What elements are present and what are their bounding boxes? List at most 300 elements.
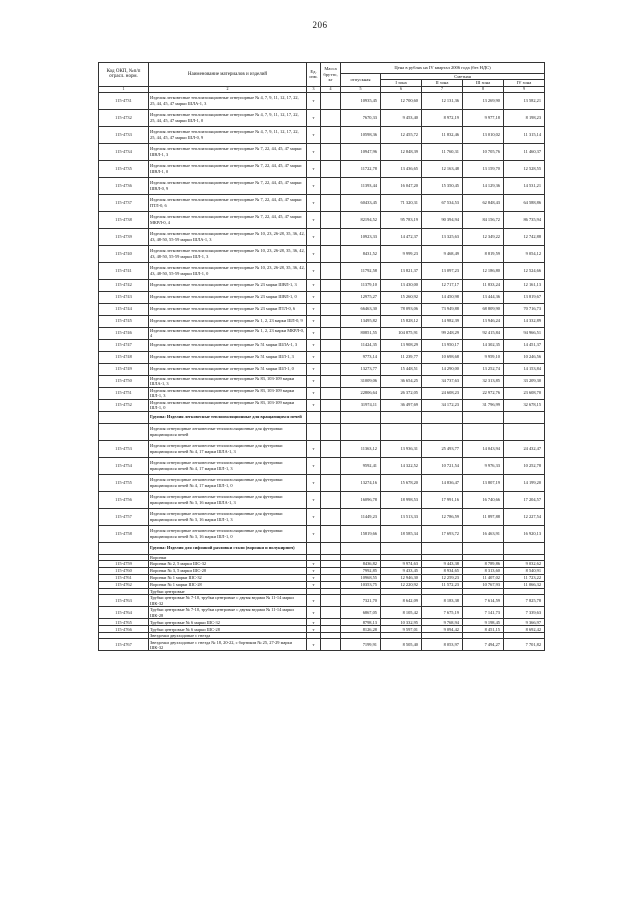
row-zone-4-price: 14 531,21 <box>504 177 545 194</box>
row-zone-3-price: 12 186,80 <box>463 262 504 279</box>
row-sell-price: 13495,82 <box>341 315 381 327</box>
row-zone-1-price: 13 430,00 <box>381 279 422 291</box>
row-zone-2-price: 8 972,19 <box>422 109 463 126</box>
row-name: Трубки центровые № 6 марки ШС-32 <box>149 619 307 626</box>
row-sell-price: 7670,33 <box>341 109 381 126</box>
row-zone-2-price <box>422 423 463 440</box>
row-sell-price: 9773,14 <box>341 351 381 363</box>
row-zone-1-price: 13 436,65 <box>381 160 422 177</box>
row-code <box>99 423 149 440</box>
column-index: 8 <box>463 86 504 92</box>
row-sell-price: 16096,78 <box>341 491 381 508</box>
table-row <box>99 508 545 525</box>
table-body <box>99 92 545 651</box>
row-zone-4-price: 12 524,66 <box>504 262 545 279</box>
row-mass <box>321 245 341 262</box>
row-zone-2-price: 14 290,00 <box>422 363 463 375</box>
row-sell-price: 11449,23 <box>341 508 381 525</box>
row-unit: т <box>307 581 321 588</box>
row-sell-price: 10935,45 <box>341 92 381 109</box>
row-sell-price: 6867,05 <box>341 607 381 619</box>
row-name: Изделия легковесные теплоизоляционные огнеупорные № 83, 103-109 марки ШЛ-1, 3 <box>149 387 307 399</box>
row-unit: т <box>307 315 321 327</box>
row-zone-3-price: 8 789,86 <box>463 560 504 567</box>
header-name: Наименование материалов и изделий <box>149 63 307 87</box>
column-index: 2 <box>149 86 307 92</box>
row-zone-1-price: 12 848,39 <box>381 143 422 160</box>
row-zone-4-price: 64 588,86 <box>504 194 545 211</box>
row-unit: т <box>307 303 321 315</box>
row-mass <box>321 351 341 363</box>
empty-cell <box>422 542 463 554</box>
row-zone-3-price: 9 198,45 <box>463 619 504 626</box>
row-unit: т <box>307 387 321 399</box>
row-zone-4-price: 7 701,82 <box>504 639 545 651</box>
row-name: Изделия легковесные теплоизоляционные огнеупорные № 7, 22, 44, 45, 47 марки ШВЛ-0, 9 <box>149 177 307 194</box>
header-mass: Масса брутто, кг <box>321 63 341 87</box>
table-row <box>99 291 545 303</box>
row-zone-1-price: 18 998,53 <box>381 491 422 508</box>
row-zone-2-price: 10 721,54 <box>422 457 463 474</box>
table-row <box>99 143 545 160</box>
row-mass <box>321 560 341 567</box>
row-zone-4-price: 24 432,47 <box>504 440 545 457</box>
row-zone-3-price: 14 043,94 <box>463 440 504 457</box>
row-unit: т <box>307 399 321 411</box>
table-row <box>99 327 545 339</box>
row-zone-1-price: 78 093,06 <box>381 303 422 315</box>
row-code <box>99 542 149 554</box>
row-zone-2-price: 17 991,16 <box>422 491 463 508</box>
row-mass <box>321 626 341 633</box>
row-zone-4-price: 33 209,30 <box>504 375 545 387</box>
row-name: Изделия легковесные теплоизоляционные огнеупорные № 1, 2, 23 марки МКРЛ-0, 4 <box>149 327 307 339</box>
row-code: 115-4732 <box>99 109 149 126</box>
table-row <box>99 581 545 588</box>
row-zone-4-price: 7 339,63 <box>504 607 545 619</box>
row-unit: т <box>307 491 321 508</box>
row-unit <box>307 423 321 440</box>
table-row <box>99 315 545 327</box>
row-mass <box>321 525 341 542</box>
row-name: Изделия огнеупорные легковесные теплоизоляционные для футеровки вращающихся печей № 4, 17 марки ШЛ-1, 3 <box>149 457 307 474</box>
row-zone-4-price: 12 742,88 <box>504 228 545 245</box>
row-zone-4-price: 11 066,32 <box>504 581 545 588</box>
row-unit: т <box>307 194 321 211</box>
row-zone-3-price: 13 946,24 <box>463 315 504 327</box>
row-zone-2-price: 14 982,39 <box>422 315 463 327</box>
row-sell-price: 9592,41 <box>341 457 381 474</box>
row-unit: т <box>307 560 321 567</box>
row-unit: т <box>307 228 321 245</box>
row-zone-2-price: 14 450,98 <box>422 291 463 303</box>
row-sell-price: 7321,70 <box>341 595 381 607</box>
row-zone-1-price: 8 505,40 <box>381 639 422 651</box>
row-zone-1-price: 13 936,31 <box>381 440 422 457</box>
row-mass <box>321 581 341 588</box>
row-code: 115-4744 <box>99 303 149 315</box>
row-zone-1-price: 8 642,09 <box>381 595 422 607</box>
row-zone-4-price: 9 054,12 <box>504 245 545 262</box>
group-title: Группа: Изделия легковесные теплоизоляционные для вращающихся печей <box>149 411 307 423</box>
row-zone-4-price: 14 153,84 <box>504 363 545 375</box>
table-row <box>99 351 545 363</box>
row-mass <box>321 177 341 194</box>
row-unit: т <box>307 211 321 228</box>
row-zone-4-price: 94 966,51 <box>504 327 545 339</box>
row-zone-3-price: 8 451,15 <box>463 626 504 633</box>
row-name: Изделия легковесные теплоизоляционные огнеупорные № 23 марки ШВЛ-1, 0 <box>149 291 307 303</box>
row-zone-3-price: 11 833,24 <box>463 279 504 291</box>
empty-cell <box>463 411 504 423</box>
row-name: Изделия легковесные теплоизоляционные огнеупорные № 4, 7, 9, 11, 12, 17, 22, 25, 44, 45, 47 марки ШЛ-1, 0 <box>149 109 307 126</box>
row-zone-1-price: 95 783,19 <box>381 211 422 228</box>
row-name: Воронки № 2, 5 марки ШС-32 <box>149 560 307 567</box>
column-index: 5 <box>341 86 381 92</box>
column-index: 1 <box>99 86 149 92</box>
row-zone-2-price: 24 608,23 <box>422 387 463 399</box>
row-name: Изделия легковесные теплоизоляционные огнеупорные № 51 марки ШЛ-1, 0 <box>149 363 307 375</box>
empty-cell <box>307 542 321 554</box>
table-row <box>99 639 545 651</box>
row-zone-2-price: 10 698,68 <box>422 351 463 363</box>
row-zone-1-price: 10 332,95 <box>381 619 422 626</box>
row-zone-2-price: 11 760,31 <box>422 143 463 160</box>
subheading-title: Воронки <box>149 554 307 560</box>
row-zone-2-price: 8 934,65 <box>422 567 463 574</box>
row-sell-price: 11424,35 <box>341 339 381 351</box>
row-zone-1-price: 15 678,20 <box>381 474 422 491</box>
row-zone-2-price: 12 717,17 <box>422 279 463 291</box>
row-unit: т <box>307 339 321 351</box>
row-unit: т <box>307 567 321 574</box>
row-unit: т <box>307 327 321 339</box>
row-name: Изделия легковесные теплоизоляционные огнеупорные № 51 марки ШЛ-1, 3 <box>149 351 307 363</box>
table-row <box>99 160 545 177</box>
row-name: Изделия легковесные теплоизоляционные огнеупорные № 1, 2, 23 марки ШЛ-0, 9 <box>149 315 307 327</box>
row-zone-3-price: 9 976,33 <box>463 457 504 474</box>
column-index: 7 <box>422 86 463 92</box>
row-zone-3-price: 31 796,99 <box>463 399 504 411</box>
row-code: 115-4733 <box>99 126 149 143</box>
row-mass <box>321 228 341 245</box>
row-zone-1-price: 9 999,23 <box>381 245 422 262</box>
row-code: 115-4740 <box>99 245 149 262</box>
row-zone-3-price: 8 819,59 <box>463 245 504 262</box>
row-mass <box>321 457 341 474</box>
row-zone-3-price: 12 349,22 <box>463 228 504 245</box>
row-zone-1-price: 18 585,34 <box>381 525 422 542</box>
row-mass <box>321 567 341 574</box>
empty-cell <box>504 411 545 423</box>
row-zone-1-price: 12 220,92 <box>381 581 422 588</box>
row-code: 115-4765 <box>99 619 149 626</box>
row-zone-4-price: 12 227,54 <box>504 508 545 525</box>
row-zone-4-price: 9 366,97 <box>504 619 545 626</box>
row-unit: т <box>307 574 321 581</box>
row-unit: т <box>307 126 321 143</box>
empty-cell <box>381 542 422 554</box>
row-zone-2-price: 25 493,77 <box>422 440 463 457</box>
row-zone-2-price: 12 259,23 <box>422 574 463 581</box>
row-zone-2-price: 11 572,23 <box>422 581 463 588</box>
row-name: Изделия легковесные теплоизоляционные огнеупорные № 10, 23, 26-28, 35, 36, 42, 43, 48-50, 55-59 марки ШЛА-1, 3 <box>149 228 307 245</box>
row-zone-1-price: 15 448,51 <box>381 363 422 375</box>
price-table <box>98 62 545 651</box>
row-sell-price: 10923,33 <box>341 228 381 245</box>
row-zone-3-price: 14 302,35 <box>463 339 504 351</box>
row-mass <box>321 574 341 581</box>
row-code: 115-4760 <box>99 567 149 574</box>
row-code: 115-4736 <box>99 177 149 194</box>
row-code: 115-4763 <box>99 595 149 607</box>
row-mass <box>321 607 341 619</box>
row-sell-price: 80851,55 <box>341 327 381 339</box>
row-sell-price: 82194,52 <box>341 211 381 228</box>
table-row <box>99 474 545 491</box>
row-code: 115-4754 <box>99 457 149 474</box>
table-row <box>99 194 545 211</box>
row-mass <box>321 327 341 339</box>
row-name: Изделия легковесные теплоизоляционные огнеупорные № 83, 103-109 марки ШЛА-1, 3 <box>149 375 307 387</box>
row-sell-price: 11393,44 <box>341 177 381 194</box>
row-code: 115-4750 <box>99 375 149 387</box>
row-zone-3-price: 16 740,66 <box>463 491 504 508</box>
row-sell-price: 22806,64 <box>341 387 381 399</box>
row-zone-3-price: 13 269,90 <box>463 92 504 109</box>
row-unit: т <box>307 440 321 457</box>
row-zone-3-price: 32 313,85 <box>463 375 504 387</box>
row-zone-4-price: 8 540,91 <box>504 567 545 574</box>
row-zone-2-price: 67 534,53 <box>422 194 463 211</box>
row-sell-price: 12975,27 <box>341 291 381 303</box>
table-row <box>99 387 545 399</box>
row-zone-4-price: 13 819,67 <box>504 291 545 303</box>
row-mass <box>321 109 341 126</box>
column-index: 4 <box>321 86 341 92</box>
row-zone-4-price: 7 825,78 <box>504 595 545 607</box>
row-mass <box>321 423 341 440</box>
row-zone-1-price: 9 433,45 <box>381 567 422 574</box>
row-zone-4-price: 8 692,42 <box>504 626 545 633</box>
row-zone-1-price: 14 472,37 <box>381 228 422 245</box>
row-name: Воронки № 3, 5 марки ШС-28 <box>149 567 307 574</box>
row-unit: т <box>307 363 321 375</box>
row-mass <box>321 291 341 303</box>
row-zone-2-price: 11 832,46 <box>422 126 463 143</box>
row-zone-4-price: 11 460,37 <box>504 143 545 160</box>
header-price: Цена в рублях на IV квартал 2006 года (без НДС) <box>341 63 545 74</box>
row-name: Изделия легковесные теплоизоляционные огнеупорные № 23 марки ШВЛ-1, 3 <box>149 279 307 291</box>
row-unit: т <box>307 262 321 279</box>
row-unit: т <box>307 595 321 607</box>
table-row <box>99 619 545 626</box>
row-mass <box>321 399 341 411</box>
row-zone-3-price: 11 407,02 <box>463 574 504 581</box>
row-zone-1-price: 12 455,72 <box>381 126 422 143</box>
row-unit: т <box>307 375 321 387</box>
row-name: Изделия легковесные теплоизоляционные огнеупорные № 23 марки ПТЛ-0, 6 <box>149 303 307 315</box>
column-index: 9 <box>504 86 545 92</box>
table-row <box>99 574 545 581</box>
price-table-sheet <box>98 62 544 651</box>
row-zone-1-price: 15 828,12 <box>381 315 422 327</box>
row-sell-price: 11363,12 <box>341 440 381 457</box>
header-zone-1: I зона <box>381 80 422 86</box>
header-zone-2: II зона <box>422 80 463 86</box>
row-code: 115-4766 <box>99 626 149 633</box>
table-row <box>99 177 545 194</box>
row-zone-3-price: 62 848,43 <box>463 194 504 211</box>
row-zone-2-price: 90 394,94 <box>422 211 463 228</box>
row-code: 115-4737 <box>99 194 149 211</box>
header-zone-3: III зона <box>463 80 504 86</box>
table-row <box>99 626 545 633</box>
row-zone-2-price: 99 248,29 <box>422 327 463 339</box>
row-zone-2-price: 7 675,19 <box>422 607 463 619</box>
table-row <box>99 245 545 262</box>
row-name: Изделия легковесные теплоизоляционные огнеупорные № 10, 23, 26-28, 35, 36, 42, 43, 48-50, 55-59 марки ШЛ-1, 3 <box>149 245 307 262</box>
row-zone-1-price: 8 105,42 <box>381 607 422 619</box>
row-zone-3-price: 9 977,18 <box>463 109 504 126</box>
row-code: 115-4751 <box>99 387 149 399</box>
row-zone-2-price: 13 950,17 <box>422 339 463 351</box>
row-zone-1-price: 104 875,91 <box>381 327 422 339</box>
column-index: 6 <box>381 86 422 92</box>
row-zone-3-price: 13 159,70 <box>463 160 504 177</box>
row-zone-2-price: 13 097,23 <box>422 262 463 279</box>
table-row <box>99 303 545 315</box>
page-number: 206 <box>312 20 328 30</box>
row-zone-4-price: 32 678,15 <box>504 399 545 411</box>
table-row <box>99 567 545 574</box>
row-mass <box>321 375 341 387</box>
row-zone-1-price: 14 322,52 <box>381 457 422 474</box>
row-unit: т <box>307 160 321 177</box>
header-sell: отпускная <box>341 74 381 87</box>
table-row <box>99 440 545 457</box>
row-mass <box>321 315 341 327</box>
row-zone-4-price: 11 723,22 <box>504 574 545 581</box>
row-zone-2-price: 9 443,38 <box>422 560 463 567</box>
row-name: Изделия огнеупорные легковесные теплоизоляционные для футеровки вращающихся печей № 3, 16 марки ШЛА-1, 3 <box>149 491 307 508</box>
empty-cell <box>321 542 341 554</box>
row-mass <box>321 143 341 160</box>
row-zone-4-price: 12 528,55 <box>504 160 545 177</box>
row-name: Изделия легковесные теплоизоляционные огнеупорные № 7, 22, 44, 45, 47 марки ШВЛ-1, 3 <box>149 143 307 160</box>
table-row <box>99 607 545 619</box>
row-zone-2-price: 8 183,38 <box>422 595 463 607</box>
row-zone-1-price: 9 453,40 <box>381 109 422 126</box>
row-unit: т <box>307 457 321 474</box>
row-zone-2-price: 9 768,94 <box>422 619 463 626</box>
row-unit: т <box>307 525 321 542</box>
row-mass <box>321 194 341 211</box>
row-zone-1-price: 36 497,69 <box>381 399 422 411</box>
row-zone-4-price: 10 246,56 <box>504 351 545 363</box>
table-row <box>99 595 545 607</box>
row-sell-price: 10947,96 <box>341 143 381 160</box>
row-sell-price: 10353,75 <box>341 581 381 588</box>
row-zone-4-price: 14 451,37 <box>504 339 545 351</box>
row-zone-4-price: 70 716,73 <box>504 303 545 315</box>
row-name: Воронки № 1 марки ШС-28 <box>149 581 307 588</box>
empty-cell <box>463 542 504 554</box>
row-unit: т <box>307 474 321 491</box>
row-zone-4-price: 23 608,70 <box>504 387 545 399</box>
table-row <box>99 109 545 126</box>
table-row <box>99 525 545 542</box>
subheading-title: Звездочки двухходовые с гнезда <box>149 633 307 639</box>
row-name: Изделия легковесные теплоизоляционные огнеупорные № 4, 7, 9, 11, 12, 17, 22, 25, 44, 45, 47 марки ШЛА-1, 3 <box>149 92 307 109</box>
row-zone-4-price: 13 582,21 <box>504 92 545 109</box>
row-name: Изделия огнеупорные легковесные теплоизоляционные для футеровки вращающихся печей № 4, 17 марки ШЛ-1, 0 <box>149 474 307 491</box>
subheading-title: Трубки центровые <box>149 588 307 594</box>
row-sell-price: 31974,11 <box>341 399 381 411</box>
row-code: 115-4735 <box>99 160 149 177</box>
row-unit: т <box>307 607 321 619</box>
row-zone-3-price: 11 897,88 <box>463 508 504 525</box>
row-zone-1-price: 13 821,37 <box>381 262 422 279</box>
row-zone-2-price: 12 786,59 <box>422 508 463 525</box>
row-zone-1-price: 71 320,31 <box>381 194 422 211</box>
row-zone-4-price: 16 920,13 <box>504 525 545 542</box>
row-code: 115-4755 <box>99 474 149 491</box>
row-zone-2-price: 15 350,45 <box>422 177 463 194</box>
row-zone-4-price: 17 204,57 <box>504 491 545 508</box>
row-mass <box>321 279 341 291</box>
row-mass <box>321 619 341 626</box>
row-zone-3-price: 10 767,93 <box>463 581 504 588</box>
row-code: 115-4764 <box>99 607 149 619</box>
row-sell-price: 13273,77 <box>341 363 381 375</box>
row-code: 115-4745 <box>99 315 149 327</box>
row-zone-1-price: 12 946,30 <box>381 574 422 581</box>
row-sell-price: 7992,85 <box>341 567 381 574</box>
row-sell-price: 15819,66 <box>341 525 381 542</box>
row-name: Изделия огнеупорные легковесные теплоизоляционные для футеровки вращающихся печей № 4, 17 марки ШЛА-1, 3 <box>149 440 307 457</box>
row-unit: т <box>307 508 321 525</box>
row-name: Звездочки двухходовые с гнезда № 18, 20-22, с бортиком № 25, 27-29 марки ШК-32 <box>149 639 307 651</box>
row-zone-2-price: 17 693,72 <box>422 525 463 542</box>
row-zone-1-price: 26 372,05 <box>381 387 422 399</box>
row-zone-1-price: 12 700,60 <box>381 92 422 109</box>
row-zone-4-price: 86 735,94 <box>504 211 545 228</box>
row-sell-price: 8798,13 <box>341 619 381 626</box>
row-sell-price: 31009,06 <box>341 375 381 387</box>
row-zone-2-price: 34 737,63 <box>422 375 463 387</box>
row-zone-3-price: 7 614,59 <box>463 595 504 607</box>
row-code: 115-4746 <box>99 327 149 339</box>
row-mass <box>321 387 341 399</box>
row-zone-3-price: 22 972,76 <box>463 387 504 399</box>
row-code: 115-4757 <box>99 508 149 525</box>
row-mass <box>321 262 341 279</box>
row-code: 115-4738 <box>99 211 149 228</box>
empty-cell <box>381 411 422 423</box>
row-unit: т <box>307 619 321 626</box>
table-row <box>99 339 545 351</box>
row-zone-4-price <box>504 423 545 440</box>
row-name: Изделия огнеупорные легковесные теплоизоляционные для футеровки вращающихся печей <box>149 423 307 440</box>
row-zone-4-price: 9 032,62 <box>504 560 545 567</box>
row-unit: т <box>307 245 321 262</box>
row-code: 115-4762 <box>99 581 149 588</box>
row-sell-price: 8436,82 <box>341 560 381 567</box>
table-row <box>99 457 545 474</box>
row-mass <box>321 491 341 508</box>
row-zone-3-price <box>463 423 504 440</box>
